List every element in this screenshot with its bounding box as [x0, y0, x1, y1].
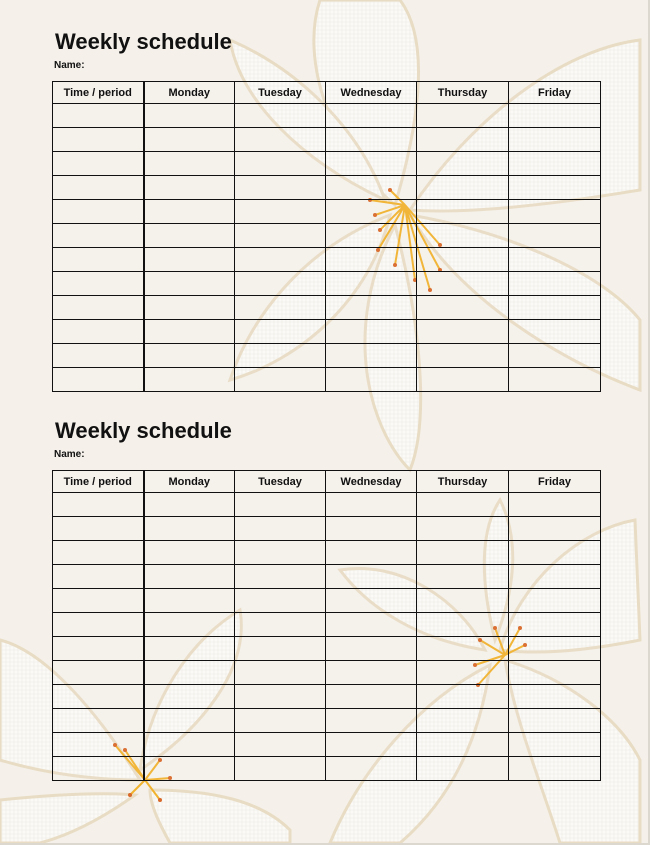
cell-thursday[interactable]: [417, 709, 509, 733]
cell-time[interactable]: [53, 733, 144, 757]
cell-wednesday[interactable]: [326, 541, 417, 565]
table-row: [53, 613, 601, 637]
cell-thursday[interactable]: [417, 248, 509, 272]
table-row: [53, 368, 601, 392]
cell-tuesday[interactable]: [235, 709, 326, 733]
cell-time[interactable]: [53, 272, 144, 296]
cell-tuesday[interactable]: [235, 661, 326, 685]
table-body: [53, 493, 601, 781]
name-label: Name:: [54, 449, 85, 460]
table-row: [53, 757, 601, 781]
cell-friday[interactable]: [509, 637, 601, 661]
schedule-title: Weekly schedule: [55, 29, 232, 54]
cell-friday[interactable]: [509, 733, 601, 757]
cell-tuesday[interactable]: [235, 517, 326, 541]
schedule-table: [52, 81, 601, 392]
table-row: [53, 685, 601, 709]
cell-wednesday[interactable]: [326, 344, 417, 368]
column-header-thursday: Thursday: [417, 471, 509, 493]
cell-friday[interactable]: [509, 589, 601, 613]
column-header-time: Time / period: [53, 471, 144, 493]
column-header-monday: Monday: [144, 82, 235, 104]
cell-wednesday[interactable]: [326, 368, 417, 392]
cell-friday[interactable]: [509, 224, 601, 248]
table-row: [53, 152, 601, 176]
cell-time[interactable]: [53, 224, 144, 248]
cell-monday[interactable]: [144, 565, 235, 589]
table-row: [53, 541, 601, 565]
cell-monday[interactable]: [144, 685, 235, 709]
cell-friday[interactable]: [509, 104, 601, 128]
cell-tuesday[interactable]: [235, 493, 326, 517]
cell-thursday[interactable]: [417, 320, 509, 344]
cell-tuesday[interactable]: [235, 589, 326, 613]
cell-time[interactable]: [53, 320, 144, 344]
cell-friday[interactable]: [509, 517, 601, 541]
column-header-tuesday: Tuesday: [235, 82, 326, 104]
cell-thursday[interactable]: [417, 344, 509, 368]
cell-monday[interactable]: [144, 368, 235, 392]
cell-thursday[interactable]: [417, 589, 509, 613]
cell-tuesday[interactable]: [235, 224, 326, 248]
cell-time[interactable]: [53, 493, 144, 517]
cell-wednesday[interactable]: [326, 565, 417, 589]
table-row: [53, 176, 601, 200]
cell-wednesday[interactable]: [326, 493, 417, 517]
cell-time[interactable]: [53, 637, 144, 661]
cell-wednesday[interactable]: [326, 224, 417, 248]
table-row: [53, 296, 601, 320]
table-row: [53, 128, 601, 152]
cell-friday[interactable]: [509, 685, 601, 709]
table-row: [53, 517, 601, 541]
cell-wednesday[interactable]: [326, 296, 417, 320]
table-row: [53, 565, 601, 589]
table-row: [53, 344, 601, 368]
table-row: [53, 320, 601, 344]
column-header-thursday: Thursday: [417, 82, 509, 104]
cell-tuesday[interactable]: [235, 565, 326, 589]
cell-wednesday[interactable]: [326, 152, 417, 176]
cell-friday[interactable]: [509, 200, 601, 224]
cell-friday[interactable]: [509, 248, 601, 272]
cell-time[interactable]: [53, 176, 144, 200]
cell-time[interactable]: [53, 613, 144, 637]
header-row: [53, 82, 601, 104]
cell-thursday[interactable]: [417, 637, 509, 661]
table-row: [53, 272, 601, 296]
cell-thursday[interactable]: [417, 128, 509, 152]
cell-thursday[interactable]: [417, 176, 509, 200]
cell-thursday[interactable]: [417, 152, 509, 176]
cell-monday[interactable]: [144, 589, 235, 613]
cell-wednesday[interactable]: [326, 733, 417, 757]
cell-friday[interactable]: [509, 128, 601, 152]
table-row: [53, 200, 601, 224]
cell-time[interactable]: [53, 757, 144, 781]
cell-tuesday[interactable]: [235, 104, 326, 128]
cell-time[interactable]: [53, 152, 144, 176]
header-row: [53, 471, 601, 493]
cell-thursday[interactable]: [417, 272, 509, 296]
cell-monday[interactable]: [144, 344, 235, 368]
cell-tuesday[interactable]: [235, 613, 326, 637]
cell-monday[interactable]: [144, 709, 235, 733]
cell-time[interactable]: [53, 541, 144, 565]
cell-wednesday[interactable]: [326, 272, 417, 296]
table-row: [53, 661, 601, 685]
cell-tuesday[interactable]: [235, 344, 326, 368]
cell-monday[interactable]: [144, 152, 235, 176]
cell-thursday[interactable]: [417, 200, 509, 224]
table-row: [53, 733, 601, 757]
table-row: [53, 224, 601, 248]
cell-friday[interactable]: [509, 296, 601, 320]
table-body: [53, 104, 601, 392]
cell-friday[interactable]: [509, 565, 601, 589]
schedule-section-2: [52, 417, 600, 781]
cell-monday[interactable]: [144, 224, 235, 248]
cell-wednesday[interactable]: [326, 757, 417, 781]
cell-time[interactable]: [53, 565, 144, 589]
cell-thursday[interactable]: [417, 565, 509, 589]
cell-tuesday[interactable]: [235, 152, 326, 176]
cell-wednesday[interactable]: [326, 637, 417, 661]
cell-time[interactable]: [53, 128, 144, 152]
cell-wednesday[interactable]: [326, 589, 417, 613]
cell-wednesday[interactable]: [326, 685, 417, 709]
cell-monday[interactable]: [144, 248, 235, 272]
cell-wednesday[interactable]: [326, 104, 417, 128]
table-row: [53, 493, 601, 517]
cell-thursday[interactable]: [417, 224, 509, 248]
cell-time[interactable]: [53, 344, 144, 368]
cell-wednesday[interactable]: [326, 613, 417, 637]
cell-monday[interactable]: [144, 200, 235, 224]
cell-friday[interactable]: [509, 344, 601, 368]
cell-friday[interactable]: [509, 176, 601, 200]
cell-wednesday[interactable]: [326, 661, 417, 685]
cell-thursday[interactable]: [417, 661, 509, 685]
cell-friday[interactable]: [509, 272, 601, 296]
column-header-time: Time / period: [53, 82, 144, 104]
cell-wednesday[interactable]: [326, 200, 417, 224]
table-row: [53, 709, 601, 733]
table-row: [53, 248, 601, 272]
cell-monday[interactable]: [144, 757, 235, 781]
cell-friday[interactable]: [509, 368, 601, 392]
cell-time[interactable]: [53, 368, 144, 392]
cell-time[interactable]: [53, 589, 144, 613]
cell-monday[interactable]: [144, 661, 235, 685]
column-header-friday: Friday: [509, 82, 601, 104]
column-header-wednesday: Wednesday: [326, 82, 417, 104]
cell-time[interactable]: [53, 517, 144, 541]
cell-monday[interactable]: [144, 272, 235, 296]
cell-thursday[interactable]: [417, 541, 509, 565]
cell-tuesday[interactable]: [235, 200, 326, 224]
cell-friday[interactable]: [509, 493, 601, 517]
schedule-table: [52, 470, 601, 781]
cell-tuesday[interactable]: [235, 368, 326, 392]
cell-monday[interactable]: [144, 104, 235, 128]
cell-tuesday[interactable]: [235, 541, 326, 565]
schedule-title: Weekly schedule: [55, 418, 232, 443]
cell-thursday[interactable]: [417, 104, 509, 128]
cell-tuesday[interactable]: [235, 757, 326, 781]
table-row: [53, 589, 601, 613]
cell-monday[interactable]: [144, 320, 235, 344]
column-header-friday: Friday: [509, 471, 601, 493]
cell-friday[interactable]: [509, 152, 601, 176]
cell-friday[interactable]: [509, 661, 601, 685]
column-header-tuesday: Tuesday: [235, 471, 326, 493]
cell-time[interactable]: [53, 661, 144, 685]
cell-monday[interactable]: [144, 296, 235, 320]
cell-friday[interactable]: [509, 757, 601, 781]
cell-tuesday[interactable]: [235, 637, 326, 661]
cell-time[interactable]: [53, 296, 144, 320]
cell-monday[interactable]: [144, 493, 235, 517]
cell-tuesday[interactable]: [235, 685, 326, 709]
cell-time[interactable]: [53, 709, 144, 733]
table-row: [53, 104, 601, 128]
cell-thursday[interactable]: [417, 296, 509, 320]
cell-tuesday[interactable]: [235, 176, 326, 200]
cell-tuesday[interactable]: [235, 248, 326, 272]
cell-monday[interactable]: [144, 128, 235, 152]
cell-thursday[interactable]: [417, 757, 509, 781]
cell-monday[interactable]: [144, 541, 235, 565]
cell-thursday[interactable]: [417, 613, 509, 637]
name-label: Name:: [54, 60, 85, 71]
cell-friday[interactable]: [509, 320, 601, 344]
cell-thursday[interactable]: [417, 517, 509, 541]
cell-friday[interactable]: [509, 709, 601, 733]
cell-tuesday[interactable]: [235, 320, 326, 344]
cell-thursday[interactable]: [417, 733, 509, 757]
cell-monday[interactable]: [144, 733, 235, 757]
cell-wednesday[interactable]: [326, 248, 417, 272]
cell-tuesday[interactable]: [235, 272, 326, 296]
cell-monday[interactable]: [144, 637, 235, 661]
cell-wednesday[interactable]: [326, 128, 417, 152]
cell-tuesday[interactable]: [235, 296, 326, 320]
cell-time[interactable]: [53, 685, 144, 709]
table-row: [53, 637, 601, 661]
cell-wednesday[interactable]: [326, 517, 417, 541]
cell-tuesday[interactable]: [235, 128, 326, 152]
cell-thursday[interactable]: [417, 368, 509, 392]
cell-monday[interactable]: [144, 176, 235, 200]
cell-friday[interactable]: [509, 541, 601, 565]
cell-wednesday[interactable]: [326, 709, 417, 733]
cell-thursday[interactable]: [417, 493, 509, 517]
cell-friday[interactable]: [509, 613, 601, 637]
cell-time[interactable]: [53, 248, 144, 272]
cell-wednesday[interactable]: [326, 176, 417, 200]
cell-wednesday[interactable]: [326, 320, 417, 344]
column-header-monday: Monday: [144, 471, 235, 493]
cell-time[interactable]: [53, 200, 144, 224]
cell-thursday[interactable]: [417, 685, 509, 709]
schedule-section-1: [52, 28, 600, 392]
cell-monday[interactable]: [144, 613, 235, 637]
column-header-wednesday: Wednesday: [326, 471, 417, 493]
cell-time[interactable]: [53, 104, 144, 128]
cell-monday[interactable]: [144, 517, 235, 541]
cell-tuesday[interactable]: [235, 733, 326, 757]
